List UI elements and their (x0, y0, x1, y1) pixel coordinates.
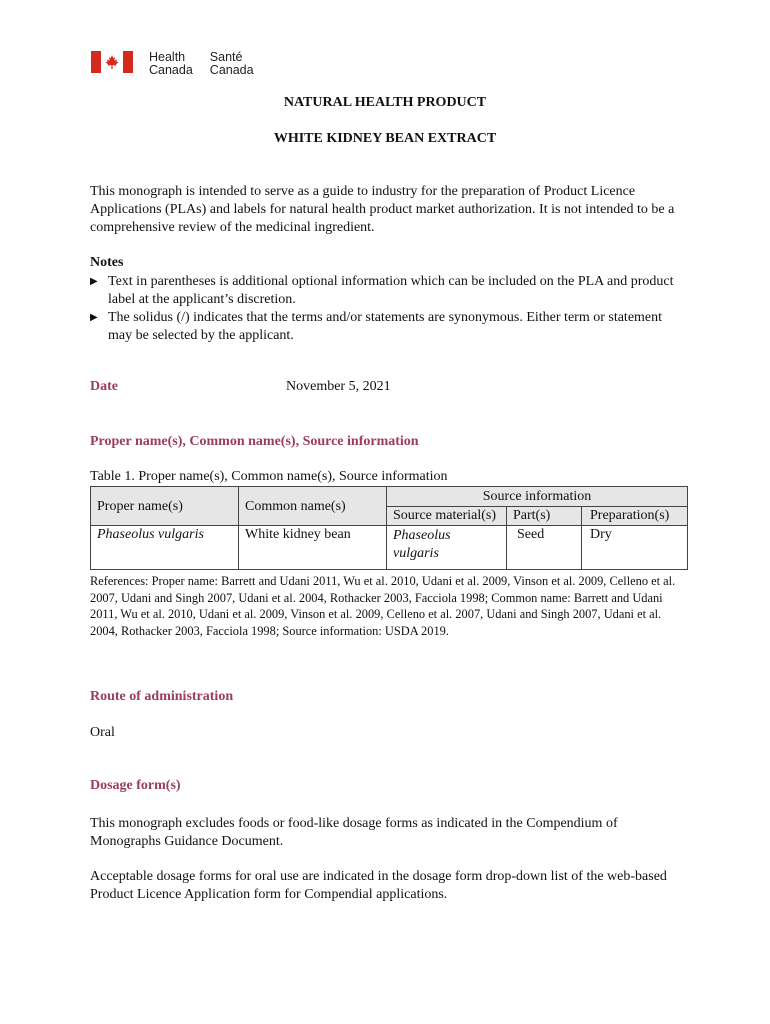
note-text: The solidus (/) indicates that the terms and/or statements are synonymous. Either term or statement may be selected by the applicant. (108, 310, 663, 343)
route-heading: Route of administration (90, 689, 234, 704)
cell-proper-name: Phaseolus vulgaris (91, 526, 239, 569)
logo-en-line1: Health (149, 50, 186, 64)
cell-common-name: White kidney bean (239, 526, 387, 569)
table-caption: Table 1. Proper name(s), Common name(s), Source information (90, 469, 448, 484)
canada-flag-icon (91, 51, 133, 73)
document-subtitle: WHITE KIDNEY BEAN EXTRACT (273, 131, 497, 146)
dosage-paragraph-2: Acceptable dosage forms for oral use are indicated in the dosage form drop-down list of the web-based Product Licence Application form for Compendial applications. (90, 869, 667, 902)
header-common-name: Common name(s) (239, 487, 387, 526)
references-text: References: Proper name: Barrett and Udani 2011, Wu et al. 2010, Udani et al. 2009, Vinson et al. 2009, Celleno et al. 2007, Udani and Singh 2007, Udani et al. 2004, Rothacker 2003, Facciola 1998; Common name: Barrett and Udani 2011, Wu et al. 2010, Udani et al. 2009, Vinson et al. 2009, Celleno et al. 2007, Udani and Singh 2007, Udani et al. 2004, Rothacker 2003, Facciola 1998; Source information: USDA 2019. (90, 574, 676, 638)
cell-part: Seed (507, 526, 582, 569)
header-source-material: Source material(s) (387, 507, 507, 526)
logo-fr-line1: Santé (209, 50, 243, 64)
date-value: November 5, 2021 (286, 379, 391, 394)
cell-preparation: Dry (590, 527, 612, 542)
cell-source-material: Phaseolus vulgaris (387, 526, 507, 569)
dosage-heading: Dosage form(s) (90, 778, 181, 793)
triangle-bullet-icon: ▶ (90, 312, 98, 323)
document-title: NATURAL HEALTH PRODUCT (283, 95, 487, 110)
logo-wordmark (149, 51, 271, 77)
health-canada-logo (91, 51, 271, 77)
note-item (90, 273, 680, 309)
header-proper-name: Proper name(s) (91, 487, 239, 526)
date-heading: Date (90, 379, 118, 394)
route-value: Oral (90, 725, 115, 740)
logo-fr-line2: Canada (209, 63, 254, 77)
header-part: Part(s) (507, 507, 582, 526)
names-heading: Proper name(s), Common name(s), Source information (90, 434, 419, 449)
dosage-paragraph-1: This monograph excludes foods or food-like dosage forms as indicated in the Compendium of Monographs Guidance Document. (90, 816, 618, 849)
header-preparation: Preparation(s) (582, 507, 687, 526)
logo-en-line2: Canada (149, 63, 193, 77)
names-table (90, 486, 688, 570)
triangle-bullet-icon: ▶ (90, 276, 98, 287)
notes-title: Notes (90, 255, 124, 270)
note-text: Text in parentheses is additional optional information which can be included on the PLA and product label at the applicant’s discretion. (108, 274, 674, 307)
note-item (90, 309, 680, 345)
intro-paragraph: This monograph is intended to serve as a guide to industry for the preparation of Product Licence Applications (PLAs) and labels for natural health product market authorization. It is not intended to be a comprehensive review of the medicinal ingredient. (90, 184, 675, 235)
header-source-info: Source information (387, 487, 687, 507)
